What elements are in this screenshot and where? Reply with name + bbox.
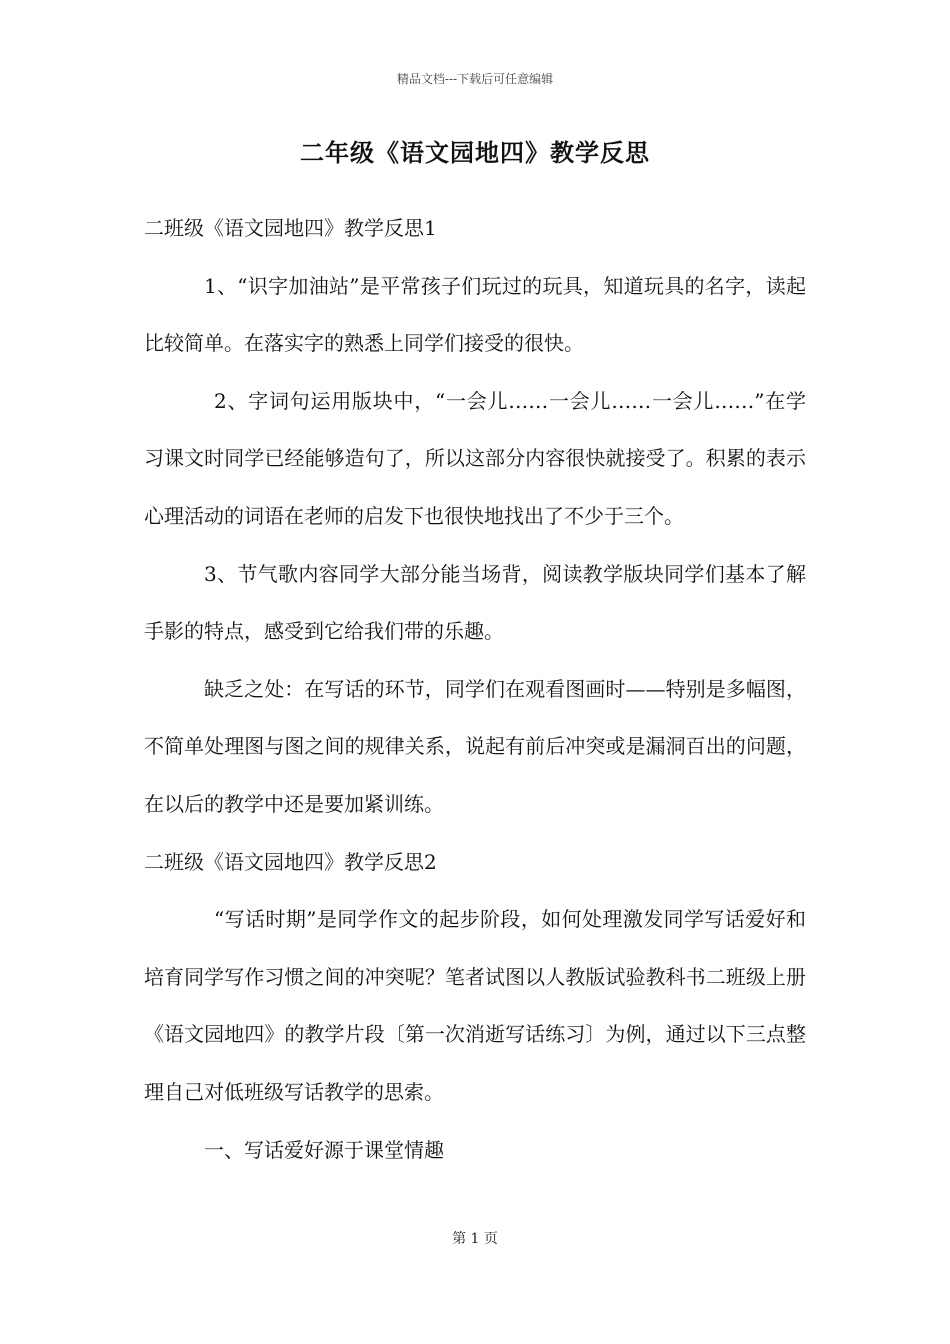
section1-paragraph-3: 3、节气歌内容同学大部分能当场背，阅读教学版块同学们基本了解手影的特点，感受到它给我们带的乐趣。 (144, 561, 806, 644)
document-body (144, 200, 806, 1179)
section1-paragraph-4: 缺乏之处：在写话的环节，同学们在观看图画时——特别是多幅图，不简单处理图与图之间的规律关系，说起有前后冲突或是漏洞百出的问题，在以后的教学中还是要加紧训练。 (144, 676, 806, 816)
section1-paragraph-1: 1、“识字加油站”是平常孩子们玩过的玩具，知道玩具的名字，读起比较简单。在落实字的熟悉上同学们接受的很快。 (144, 273, 806, 356)
section1-paragraph-2: 2、字词句运用版块中，“一会儿……一会儿……一会儿……”在学习课文时同学已经能够造句了，所以这部分内容很快就接受了。积累的表示心理活动的词语在老师的启发下也很快地找出了不少于三个。 (144, 388, 806, 528)
page-number: 第 1 页 (452, 1231, 498, 1247)
section1-heading: 二班级《语文园地四》教学反思1 (144, 216, 437, 240)
section2-heading: 二班级《语文园地四》教学反思2 (144, 849, 437, 874)
section2-subheading: 一、写话爱好源于课堂情趣 (204, 1137, 444, 1162)
document-title: 二年级《语文园地四》教学反思 (300, 138, 650, 167)
section2-paragraph-1: “写话时期”是同学作文的起步阶段，如何处理激发同学写话爱好和培育同学写作习惯之间的冲突呢？笔者试图以人教版试验教科书二班级上册《语文园地四》的教学片段〔第一次消逝写话练习〕为例，通过以下三点整理自己对低班级写话教学的思索。 (144, 907, 806, 1104)
header-note: 精品文档---下载后可任意编辑 (396, 72, 554, 86)
